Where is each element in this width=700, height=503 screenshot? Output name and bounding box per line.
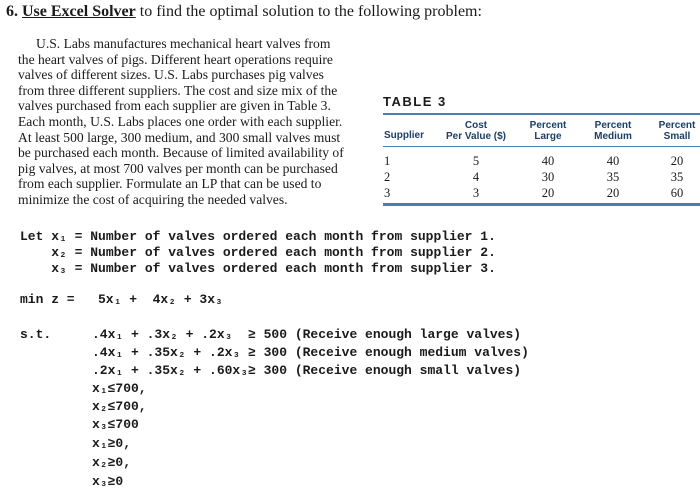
table-cell: 60: [670, 186, 684, 200]
table-cell: 40: [541, 154, 555, 168]
table-bottom-rule: [383, 203, 700, 206]
constraint-line: .4x₁ + .35x₂ + .2x₃ ≥ 300 (Receive enough medium valves): [92, 345, 529, 360]
table-header-cell: Percent Small: [658, 120, 696, 142]
constraint-line: .4x₁ + .3x₂ + .2x₃ ≥ 500 (Receive enough large valves): [92, 327, 522, 342]
objective-expression: 5x₁ + 4x₂ + 3x₃: [98, 292, 223, 307]
table-cell: 20: [606, 186, 620, 200]
table-cell: 30: [541, 170, 555, 184]
table-header-cell: Cost Per Value ($): [445, 120, 507, 142]
paragraph-line: pig valves, at most 700 valves per month can be purchased: [18, 160, 338, 176]
constraints-label: s.t.: [20, 327, 52, 342]
table-cell: 35: [606, 170, 620, 184]
table-header-rule: [383, 146, 700, 147]
paragraph-line: from each supplier. Formulate an LP that can be used to: [18, 176, 322, 192]
table-cell: 35: [670, 170, 684, 184]
table-cell: 20: [670, 154, 684, 168]
constraint-line: x₂≥0,: [92, 455, 132, 470]
table-header-cell: Percent Medium: [594, 120, 632, 142]
paragraph-line: Each month, U.S. Labs places one order with each supplier.: [18, 113, 343, 129]
paragraph-line: valves of different sizes. U.S. Labs purchases pig valves: [18, 67, 324, 83]
table-header-cell: Percent Large: [529, 120, 567, 142]
table-cell: 3: [472, 186, 480, 200]
question-instruction: to find the optimal solution to the following problem:: [139, 3, 482, 20]
variable-definition: x₃ = Number of valves ordered each month from supplier 3.: [20, 261, 496, 276]
table-cell: 4: [472, 170, 480, 184]
problem-paragraph: [18, 36, 368, 208]
constraint-line: x₂≤700,: [92, 399, 147, 414]
constraint-line: x₃≤700: [92, 417, 139, 432]
objective-label: min z =: [20, 292, 75, 307]
table-cell: 5: [472, 154, 480, 168]
constraint-line: x₁≤700,: [92, 381, 147, 396]
paragraph-line: the heart valves of pigs. Different heart operations require: [18, 51, 333, 67]
table-cell: 1: [384, 154, 391, 168]
table-header-cell: Supplier: [384, 130, 425, 141]
paragraph-line: U.S. Labs manufactures mechanical heart valves from: [36, 36, 331, 51]
constraint-line: x₁≥0,: [92, 436, 132, 451]
paragraph-line: minimize the cost of acquiring the needed valves.: [18, 191, 288, 207]
table-cell: 20: [541, 186, 555, 200]
paragraph-line: be purchased each month. Because of limited availability of: [18, 145, 344, 161]
table-cell: 2: [384, 170, 391, 184]
variable-definition: Let x₁ = Number of valves ordered each month from supplier 1.: [20, 229, 496, 244]
table-cell: 3: [384, 186, 391, 200]
question-heading: [6, 3, 482, 21]
paragraph-line: from three different suppliers. The cost and size mix of the: [18, 82, 338, 98]
paragraph-line: At least 500 large, 300 medium, and 300 small valves must: [18, 129, 341, 145]
variable-definition: x₂ = Number of valves ordered each month from supplier 2.: [20, 245, 496, 260]
question-number: 6.: [6, 3, 18, 20]
question-tool: Use Excel Solver: [22, 3, 136, 20]
constraint-line: .2x₁ + .35x₂ + .60x₃≥ 300 (Receive enough small valves): [92, 363, 522, 378]
paragraph-line: valves purchased from each supplier are given in Table 3.: [18, 98, 331, 114]
table-cell: 40: [606, 154, 620, 168]
constraint-line: x₃≥0: [92, 474, 124, 489]
table-label: TABLE 3: [383, 94, 447, 109]
table-top-rule: [383, 113, 700, 115]
